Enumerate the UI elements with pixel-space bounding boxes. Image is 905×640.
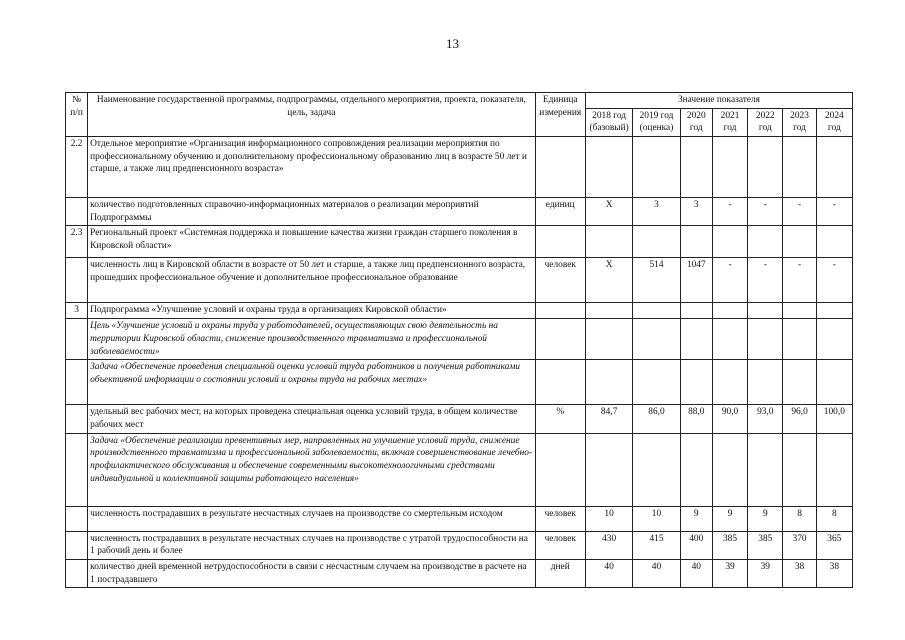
row-value: 8 bbox=[816, 506, 852, 531]
table-row bbox=[66, 198, 853, 226]
row-value bbox=[633, 226, 680, 258]
row-value: Х bbox=[585, 258, 632, 303]
header-year: 2020 год bbox=[680, 108, 712, 136]
header-unit: Единица измерения bbox=[535, 93, 585, 137]
row-name: количество дней временной нетрудоспособности в связи с несчастным случаем на производстве в расчете на 1 пострадавшего bbox=[88, 559, 535, 587]
row-value: 1047 bbox=[680, 258, 712, 303]
row-unit: человек bbox=[535, 531, 585, 559]
table-row bbox=[66, 559, 853, 587]
row-value bbox=[748, 319, 783, 360]
row-value bbox=[816, 226, 852, 258]
row-unit bbox=[535, 433, 585, 506]
row-value: 400 bbox=[680, 531, 712, 559]
header-year: 2019 год (оценка) bbox=[633, 108, 680, 136]
row-name: Подпрограмма «Улучшение условий и охраны труда в организациях Кировской области» bbox=[88, 303, 535, 319]
row-value bbox=[585, 319, 632, 360]
row-value: 514 bbox=[633, 258, 680, 303]
row-value bbox=[680, 137, 712, 198]
row-value bbox=[748, 433, 783, 506]
row-value: 90,0 bbox=[712, 405, 747, 433]
row-number: 3 bbox=[66, 303, 88, 319]
row-name: численность пострадавших в результате несчастных случаев на производстве со смертельным исходом bbox=[88, 506, 535, 531]
row-unit bbox=[535, 226, 585, 258]
row-value: - bbox=[816, 258, 852, 303]
table-row bbox=[66, 303, 853, 319]
row-value: - bbox=[816, 198, 852, 226]
row-value: Х bbox=[585, 198, 632, 226]
row-number bbox=[66, 360, 88, 405]
row-value bbox=[633, 137, 680, 198]
row-value: - bbox=[783, 198, 816, 226]
row-value bbox=[748, 226, 783, 258]
row-value bbox=[712, 433, 747, 506]
table-row bbox=[66, 433, 853, 506]
row-value: 385 bbox=[748, 531, 783, 559]
row-value bbox=[816, 319, 852, 360]
row-value: 93,0 bbox=[748, 405, 783, 433]
row-value: - bbox=[783, 258, 816, 303]
row-number bbox=[66, 506, 88, 531]
row-value: 430 bbox=[585, 531, 632, 559]
row-name: численность лиц в Кировской области в возрасте от 50 лет и старше, а также лиц предпенсионного возраста, прошедших профессиональное обучение и дополнительное профессиональное образование bbox=[88, 258, 535, 303]
row-unit bbox=[535, 360, 585, 405]
row-value bbox=[712, 226, 747, 258]
row-value bbox=[783, 303, 816, 319]
row-unit: человек bbox=[535, 506, 585, 531]
row-value bbox=[783, 360, 816, 405]
row-value: 9 bbox=[748, 506, 783, 531]
row-value: - bbox=[748, 198, 783, 226]
row-number bbox=[66, 433, 88, 506]
table-row bbox=[66, 319, 853, 360]
row-value bbox=[783, 319, 816, 360]
row-value bbox=[680, 360, 712, 405]
row-value bbox=[680, 226, 712, 258]
table-row bbox=[66, 531, 853, 559]
row-number: 2.3 bbox=[66, 226, 88, 258]
row-value: 8 bbox=[783, 506, 816, 531]
row-value: 9 bbox=[680, 506, 712, 531]
row-value bbox=[783, 433, 816, 506]
header-row-1 bbox=[66, 93, 853, 109]
row-value: 38 bbox=[816, 559, 852, 587]
row-value: 84,7 bbox=[585, 405, 632, 433]
row-value: 86,0 bbox=[633, 405, 680, 433]
row-value: 38 bbox=[783, 559, 816, 587]
row-value bbox=[585, 303, 632, 319]
table-row bbox=[66, 506, 853, 531]
row-value: 9 bbox=[712, 506, 747, 531]
row-value: 385 bbox=[712, 531, 747, 559]
row-unit bbox=[535, 319, 585, 360]
header-name: Наименование государственной программы, подпрограммы, отдельного мероприятия, проекта, показателя, цель, задача bbox=[88, 93, 535, 137]
row-value bbox=[748, 137, 783, 198]
header-year: 2022 год bbox=[748, 108, 783, 136]
header-num: № п/п bbox=[66, 93, 88, 137]
row-value: 415 bbox=[633, 531, 680, 559]
table-row bbox=[66, 360, 853, 405]
row-value bbox=[783, 226, 816, 258]
row-value bbox=[680, 303, 712, 319]
table-row bbox=[66, 137, 853, 198]
row-value bbox=[816, 303, 852, 319]
row-name: удельный вес рабочих мест, на которых проведена специальная оценка условий труда, в общем количестве рабочих мест bbox=[88, 405, 535, 433]
header-year: 2023 год bbox=[783, 108, 816, 136]
header-year: 2024 год bbox=[816, 108, 852, 136]
row-number bbox=[66, 198, 88, 226]
row-value bbox=[585, 360, 632, 405]
row-name: Региональный проект «Системная поддержка и повышение качества жизни граждан старшего поколения в Кировской области» bbox=[88, 226, 535, 258]
row-value: 40 bbox=[680, 559, 712, 587]
table-row bbox=[66, 226, 853, 258]
table-row bbox=[66, 405, 853, 433]
row-name: количество подготовленных справочно-информационных материалов о реализации мероприятий Подпрограммы bbox=[88, 198, 535, 226]
row-number bbox=[66, 531, 88, 559]
row-value bbox=[585, 433, 632, 506]
row-number bbox=[66, 319, 88, 360]
row-value bbox=[585, 226, 632, 258]
row-name: Отдельное мероприятие «Организация информационного сопровождения реализации мероприятия по профессиональному обучению и дополнительному профессиональному образованию лиц в возрасте 50 лет и старше, а также лиц предпенсионного возраста» bbox=[88, 137, 535, 198]
row-value bbox=[585, 137, 632, 198]
row-value bbox=[633, 303, 680, 319]
row-value: 3 bbox=[680, 198, 712, 226]
row-unit: дней bbox=[535, 559, 585, 587]
row-name: численность пострадавших в результате несчастных случаев на производстве с утратой трудоспособности на 1 рабочий день и более bbox=[88, 531, 535, 559]
row-value bbox=[712, 137, 747, 198]
header-year: 2018 год (базовый) bbox=[585, 108, 632, 136]
row-value bbox=[680, 433, 712, 506]
row-value: 40 bbox=[633, 559, 680, 587]
row-unit: человек bbox=[535, 258, 585, 303]
row-value: 100,0 bbox=[816, 405, 852, 433]
row-value bbox=[816, 360, 852, 405]
row-name: Задача «Обеспечение реализации превентивных мер, направленных на улучшение условий труда, снижение производственного травматизма и профессиональной заболеваемости, включая совершенствование лечебно-профилактического обслуживания и обеспечение современными высокотехнологичными средствами индивидуальной и коллективной защиты работающего населения» bbox=[88, 433, 535, 506]
row-number bbox=[66, 258, 88, 303]
row-value: 10 bbox=[585, 506, 632, 531]
row-unit: % bbox=[535, 405, 585, 433]
header-value-group: Значение показателя bbox=[585, 93, 852, 109]
row-value bbox=[712, 303, 747, 319]
table-body bbox=[66, 137, 853, 588]
row-unit bbox=[535, 303, 585, 319]
row-value: 39 bbox=[748, 559, 783, 587]
row-value bbox=[816, 137, 852, 198]
row-name: Задача «Обеспечение проведения специальной оценки условий труда работников и получения работниками объективной информации о состоянии условий и охраны труда на рабочих местах» bbox=[88, 360, 535, 405]
row-value bbox=[680, 319, 712, 360]
table-row bbox=[66, 258, 853, 303]
row-unit bbox=[535, 137, 585, 198]
row-value: 3 bbox=[633, 198, 680, 226]
page-number: 13 bbox=[446, 36, 459, 51]
row-value bbox=[748, 360, 783, 405]
row-number bbox=[66, 559, 88, 587]
row-value: - bbox=[748, 258, 783, 303]
row-value bbox=[633, 433, 680, 506]
row-value: 88,0 bbox=[680, 405, 712, 433]
row-value bbox=[633, 319, 680, 360]
row-value bbox=[712, 319, 747, 360]
row-value: - bbox=[712, 258, 747, 303]
row-unit: единиц bbox=[535, 198, 585, 226]
row-value: 40 bbox=[585, 559, 632, 587]
row-value bbox=[633, 360, 680, 405]
row-name: Цель «Улучшение условий и охраны труда у работодателей, осуществляющих свою деятельность на территории Кировской области, снижение производственного травматизма и профессиональной заболеваемости» bbox=[88, 319, 535, 360]
row-value bbox=[783, 137, 816, 198]
row-value bbox=[712, 360, 747, 405]
row-value: - bbox=[712, 198, 747, 226]
row-value bbox=[816, 433, 852, 506]
header-year: 2021 год bbox=[712, 108, 747, 136]
row-number bbox=[66, 405, 88, 433]
row-value: 10 bbox=[633, 506, 680, 531]
row-value bbox=[748, 303, 783, 319]
indicators-table bbox=[65, 92, 853, 588]
row-value: 370 bbox=[783, 531, 816, 559]
row-value: 39 bbox=[712, 559, 747, 587]
row-value: 96,0 bbox=[783, 405, 816, 433]
row-number: 2.2 bbox=[66, 137, 88, 198]
row-value: 365 bbox=[816, 531, 852, 559]
